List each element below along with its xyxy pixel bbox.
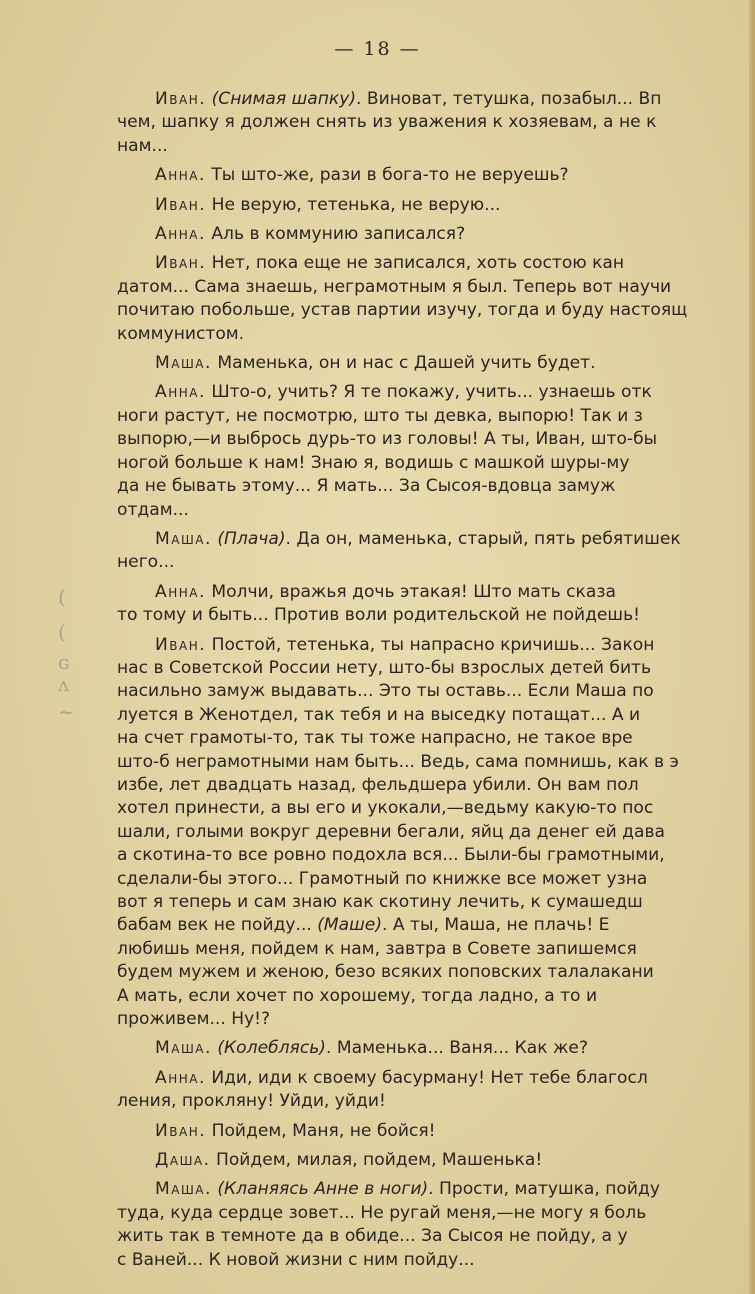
text-line [117,1149,755,1172]
paragraph [117,1149,755,1172]
text-line [117,428,755,451]
text-line [117,868,755,891]
text-line [117,985,755,1008]
line-text: А мать, если хочет по хорошему, тогда ладно, а то и [117,985,598,1006]
line-text: Не верую, тетенька, не верую... [206,194,501,215]
text-line [117,1225,755,1248]
text-line [117,657,755,680]
line-text: проживем... Ну!? [117,1009,271,1030]
line-text: вот я теперь и сам знаю как скотину лечить, к сумашедш [117,892,643,912]
text-line [117,252,755,275]
line-text: датом... Сама знаешь, неграмотным я был. Теперь вот научи [117,276,672,297]
text-line [117,475,755,498]
line-text: сделали-бы этого... Грамотный по книжке все может узна [117,868,648,889]
speaker-name: Маша. [155,1038,212,1059]
paragraph [117,88,755,158]
line-text: жить так в темноте да в обиде... За Сысоя не пойду, а у [117,1226,628,1247]
paragraph [117,1067,755,1114]
line-text: . Виноват, тетушка, позабыл... Вп [356,89,662,109]
text-line [117,1249,755,1272]
speaker-name: Маша. [155,353,212,374]
text-line [117,276,755,299]
speaker-name: Иван. [155,1120,207,1141]
text-line [117,381,755,404]
text-line [117,680,755,703]
paragraph [117,194,755,217]
stage-direction: (Плача) [217,528,286,549]
line-text: насильно замуж выдавать... Это ты оставь... Если Маша по [117,681,654,702]
paragraph [117,381,755,521]
speaker-name: Иван. [155,89,207,109]
speaker-name: Маша. [155,528,212,549]
line-text: с Ваней... К новой жизни с ним пойду... [117,1249,475,1270]
text-line [117,1178,755,1201]
line-text: Иди, иди к своему басурману! Нет тебе благосл [205,1067,648,1088]
speaker-name: Анна. [155,224,206,245]
paragraph [117,352,755,375]
text-line [117,164,755,187]
text-line [117,88,755,111]
stage-direction: (Кланяясь Анне в ноги) [217,1179,429,1200]
text-line [117,1202,755,1225]
paragraph [117,634,755,1032]
paragraph [117,1120,755,1143]
paragraph [117,528,755,575]
text-line [117,111,755,134]
text-line [117,405,755,428]
line-text: луется в Женотдел, так тебя и на выседку потащат... А и [117,704,641,725]
line-text: ноги растут, не посмотрю, што ты девка, выпорю! Так и з [117,405,643,426]
line-text: нам... [117,135,168,156]
speaker-name: Иван. [155,634,207,655]
line-text: Аль в коммунию записался? [205,224,466,245]
text-line [117,1090,755,1113]
speaker-name: Анна. [155,382,206,403]
text-line [117,821,755,844]
text-line [117,938,755,961]
speaker-name: Анна. [155,581,206,602]
line-text: Пойдем, Маня, не бойся! [206,1120,436,1141]
speaker-name: Анна. [155,1067,206,1088]
line-text: почитаю побольше, устав партии изучу, тогда и буду настоящ [117,300,688,321]
line-text: . Прости, матушка, пойду [428,1179,660,1200]
text-line [117,352,755,375]
text-line [117,751,755,774]
line-text: выпорю,—и выбрось дурь-то из головы! А ты, Иван, што-бы [117,429,658,450]
margin-pencil-mark: ( [58,620,66,644]
line-text: отдам... [117,499,189,520]
text-line [117,604,755,627]
speaker-name: Маша. [155,1179,212,1200]
paragraph [117,1037,755,1060]
line-text: Пойдем, милая, пойдем, Машенька! [210,1150,543,1171]
paragraph [117,1178,755,1272]
margin-pencil-mark: ( [58,585,66,609]
text-line [117,891,755,914]
line-text: будем мужем и женою, безо всяких поповских талалакани [117,962,654,983]
line-text: да не бывать этому... Я мать... За Сысоя-вдовца замуж [117,476,616,497]
text-line [117,1037,755,1060]
margin-pencil-mark: ∼ [58,700,75,724]
line-text: . Маменька... Ваня... Как же? [325,1038,589,1059]
line-text: ления, прокляну! Уйди, уйди! [117,1091,386,1112]
play-text [117,88,755,1278]
paragraph [117,164,755,187]
speaker-name: Даша. [155,1150,211,1171]
text-line [117,961,755,984]
text-line [117,135,755,158]
stage-direction: (Снимая шапку) [211,89,357,109]
line-text: на счет грамоты-то, так ты тоже напрасно, не такое вре [117,728,633,749]
text-line [117,194,755,217]
line-text: хотел принести, а вы его и укокали,—ведьму какую-то пос [117,798,654,819]
text-line [117,452,755,475]
text-line [117,797,755,820]
text-line [117,634,755,657]
line-text: Молчи, вражья дочь этакая! Што мать сказа [205,581,616,602]
line-text: туда, куда сердце зовет... Не ругай меня,—не могу я боль [117,1202,647,1223]
speaker-name: Иван. [155,253,207,274]
line-text: то тому и быть... Против воли родительской не пойдешь! [117,605,641,626]
line-text: а скотина-то все ровно подохла вся... Были-бы грамотными, [117,845,665,866]
speaker-name: Иван. [155,194,207,215]
line-text: Нет, пока еще не записался, хоть состою кан [206,253,625,274]
line-text: бабам век не пойду... [117,915,318,936]
text-line [117,727,755,750]
line-text: шали, голыми вокруг деревни бегали, яйц да денег ей дава [117,821,666,842]
line-text: коммунистом. [117,323,245,344]
text-line [117,844,755,867]
paragraph [117,252,755,346]
text-line [117,551,755,574]
speaker-name: Анна. [155,165,206,186]
line-text: Што-о, учить? Я те покажу, учить... узнаешь отк [205,382,652,403]
line-text: избе, лет двадцать назад, фельдшера убили. Он вам пол [117,774,639,795]
text-line [117,528,755,551]
text-line [117,1067,755,1090]
text-line [117,323,755,346]
margin-pencil-mark: ʌ [58,672,70,696]
line-text: ногой больше к нам! Знаю я, водишь с машкой шуры-му [117,452,630,473]
line-text: нас в Советской России нету, што-бы взрослых детей бить [117,657,652,678]
paragraph [117,581,755,628]
text-line [117,581,755,604]
line-text: . А ты, Маша, не плачь! Е [382,915,610,936]
page-number: — 18 — [334,38,421,60]
line-text: него... [117,552,175,573]
text-line [117,223,755,246]
line-text: . Да он, маменька, старый, пять ребятишек [285,528,681,549]
text-line [117,1120,755,1143]
text-line [117,499,755,522]
text-line [117,299,755,322]
line-text: чем, шапку я должен снять из уважения к хозяевам, а не к [117,112,657,133]
text-line [117,704,755,727]
line-text: Маменька, он и нас с Дашей учить будет. [211,353,596,374]
line-text: любишь меня, пойдем к нам, завтра в Совете запишемся [117,938,637,959]
line-text: Постой, тетенька, ты напрасно кричишь... Закон [206,634,655,655]
text-line [117,1008,755,1031]
stage-direction: (Маше) [317,915,382,936]
line-text: Ты што-же, рази в бога-то не веруешь? [205,165,569,186]
text-line [117,914,755,937]
line-text: што-б неграмотными нам быть... Ведь, сама помнишь, как в э [117,751,679,772]
margin-pencil-mark: ɢ [58,650,70,674]
stage-direction: (Колеблясь) [217,1038,326,1059]
paragraph [117,223,755,246]
text-line [117,774,755,797]
